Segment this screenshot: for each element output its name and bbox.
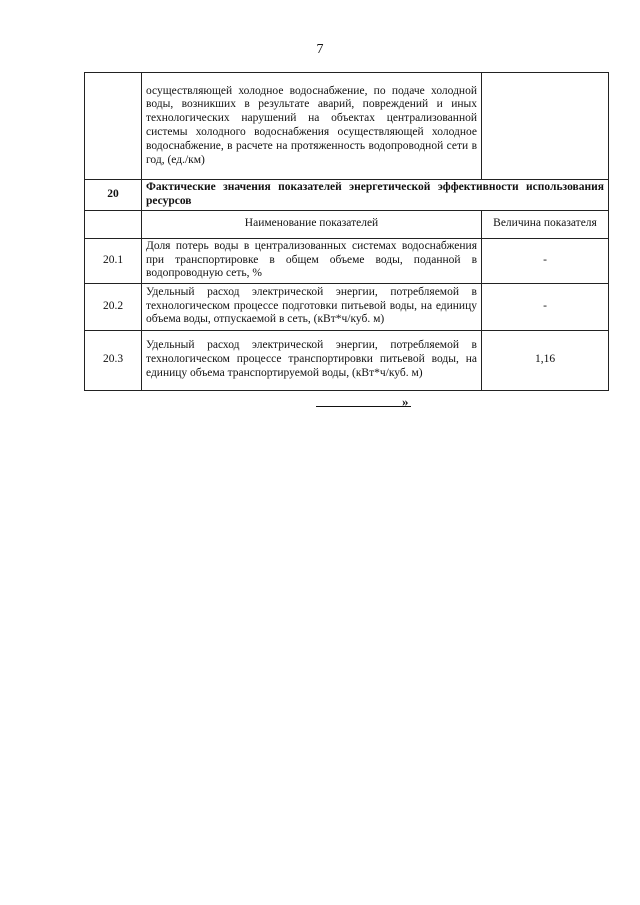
closing-quote-mark: » — [402, 394, 409, 409]
table-row — [85, 238, 609, 283]
row-text: Удельный расход электрической энергии, потребляемой в технологическом процессе подготовки питьевой воды, на единицу объема воды, отпускаемой в сеть, (кВт*ч/куб. м) — [142, 283, 482, 330]
table-header-row — [85, 210, 609, 238]
indicators-table — [84, 72, 609, 391]
header-name: Наименование показателей — [142, 210, 482, 238]
row-value: - — [482, 238, 609, 283]
table-row — [85, 283, 609, 330]
row-number — [85, 73, 142, 180]
page-number: 7 — [316, 42, 324, 57]
section-row — [85, 180, 609, 211]
row-number: 20.1 — [85, 238, 142, 283]
table-row — [85, 330, 609, 390]
section-title: Фактические значения показателей энергетической эффективности использования ресурсов — [142, 180, 609, 211]
row-value: - — [482, 283, 609, 330]
row-text: осуществляющей холодное водоснабжение, по подаче холодной воды, возникших в результате аварий, повреждений и иных технологических нарушений на объектах централизованной системы холодного водоснабжения осуществляющей холодное водоснабжение, в расчете на протяженность водопроводной сети в год, (ед./км) — [142, 73, 482, 180]
row-number: 20.2 — [85, 283, 142, 330]
section-number: 20 — [85, 180, 142, 211]
closing-underline — [316, 396, 411, 407]
header-value: Величина показателя — [482, 210, 609, 238]
row-value: 1,16 — [482, 330, 609, 390]
row-value — [482, 73, 609, 180]
table-row-continued — [85, 73, 609, 180]
row-number: 20.3 — [85, 330, 142, 390]
row-text: Доля потерь воды в централизованных системах водоснабжения при транспортировке в общем объеме воды, поданной в водопроводную сеть, % — [142, 238, 482, 283]
row-text: Удельный расход электрической энергии, потребляемой в технологическом процессе транспортировки питьевой воды, на единицу объема транспортируемой воды, (кВт*ч/куб. м) — [142, 330, 482, 390]
header-empty-cell — [85, 210, 142, 238]
